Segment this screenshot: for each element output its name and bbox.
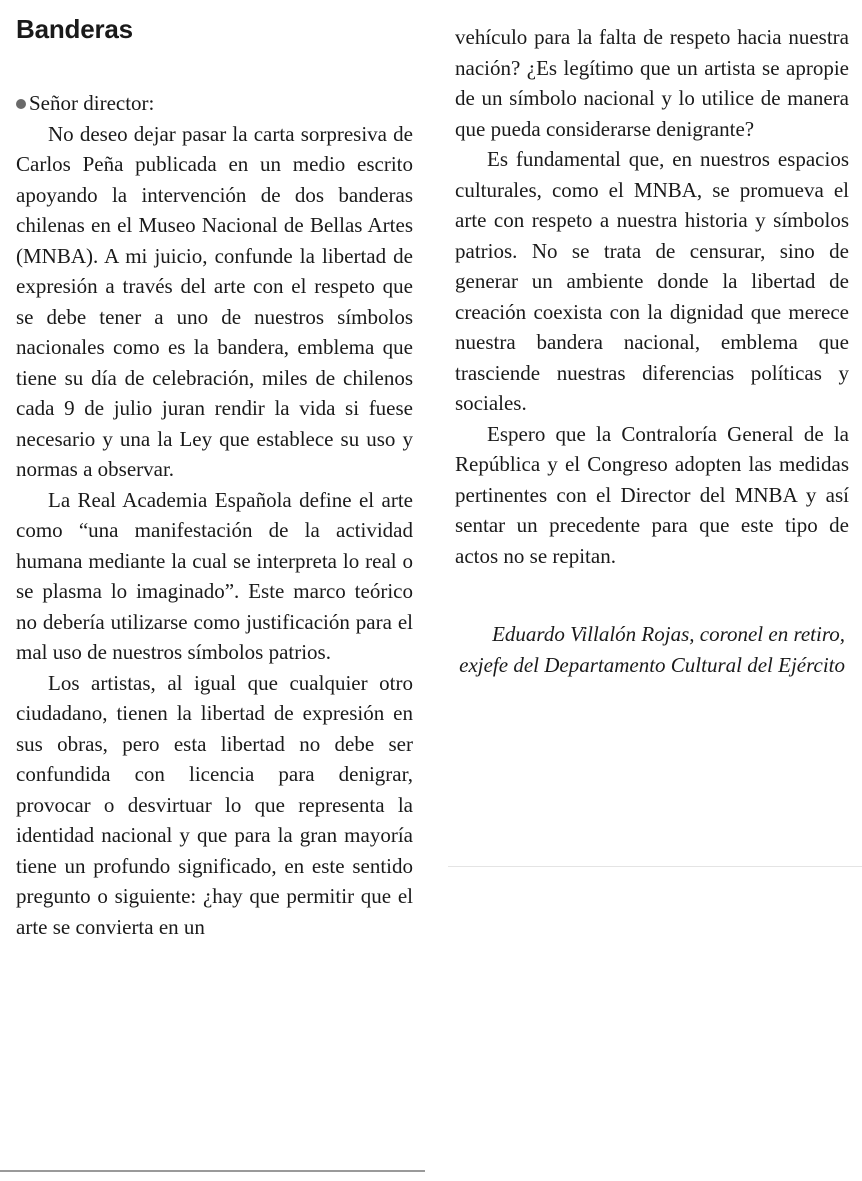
column-divider-rule xyxy=(0,1170,425,1172)
signature: Eduardo Villalón Rojas, coronel en retiro, exjefe del Departamento Cultural del Ejército xyxy=(459,622,845,677)
letter-paragraph-3: Los artistas, al igual que cualquier otro ciudadano, tienen la libertad de expresión en sus obras, pero esta libertad no debe ser confundida con licencia para denigrar, provocar o desvirtuar lo que representa la identidad nacional y que para la gran mayoría tiene un profundo significado, en este sentido pregunto o siguiente: ¿hay que permitir que el arte se convierta en un xyxy=(16,670,413,939)
letter-paragraph-5: Espero que la Contraloría General de la República y el Congreso adopten las medidas pertinentes con el Director del MNBA y así sentar un precedente para que este tipo de actos no se repitan. xyxy=(455,421,849,568)
letter-paragraph-1: No deseo dejar pasar la carta sorpresiva de Carlos Peña publicada en un medio escrito apoyando la intervención de dos banderas chilenas en el Museo Nacional de Bellas Artes (MNBA). A mi juicio, confunde la libertad de expresión a través del arte con el respeto que se debe tener a uno de nuestros símbolos nacionales como es la bandera, emblema que tiene su día de celebración, miles de chilenos cada 9 de julio juran rendir la vida si fuese necesario y una la Ley que establece su uso y normas a observar. xyxy=(16,121,413,481)
article-title: Banderas xyxy=(16,14,133,44)
letter-paragraph-2: La Real Academia Española define el arte como “una manifestación de la actividad humana mediante la cual se interpreta lo real o se plasma lo imaginado”. Este marco teórico no debería utilizarse como justificación para el mal uso de nuestros símbolos patrios. xyxy=(16,487,413,664)
letter-paragraph-4: Es fundamental que, en nuestros espacios culturales, como el MNBA, se promueva el arte con respeto a nuestra historia y símbolos patrios. No se trata de censurar, sino de generar un ambiente donde la libertad de creación coexista con la dignidad que merece nuestra bandera nacional, emblema que trasciende nuestras diferencias políticas y sociales. xyxy=(455,147,849,415)
salutation-line xyxy=(16,88,413,119)
right-column xyxy=(455,0,849,680)
letter-paragraph-3-continued: vehículo para la falta de respeto hacia nuestra nación? ¿Es legítimo que un artista se apropie de un símbolo nacional y lo utilice de manera que pueda considerarse denigrante? xyxy=(455,25,849,141)
right-column-end-rule xyxy=(448,866,862,867)
bullet-icon xyxy=(16,99,26,109)
left-column xyxy=(16,0,413,942)
salutation: Señor director: xyxy=(29,91,155,115)
